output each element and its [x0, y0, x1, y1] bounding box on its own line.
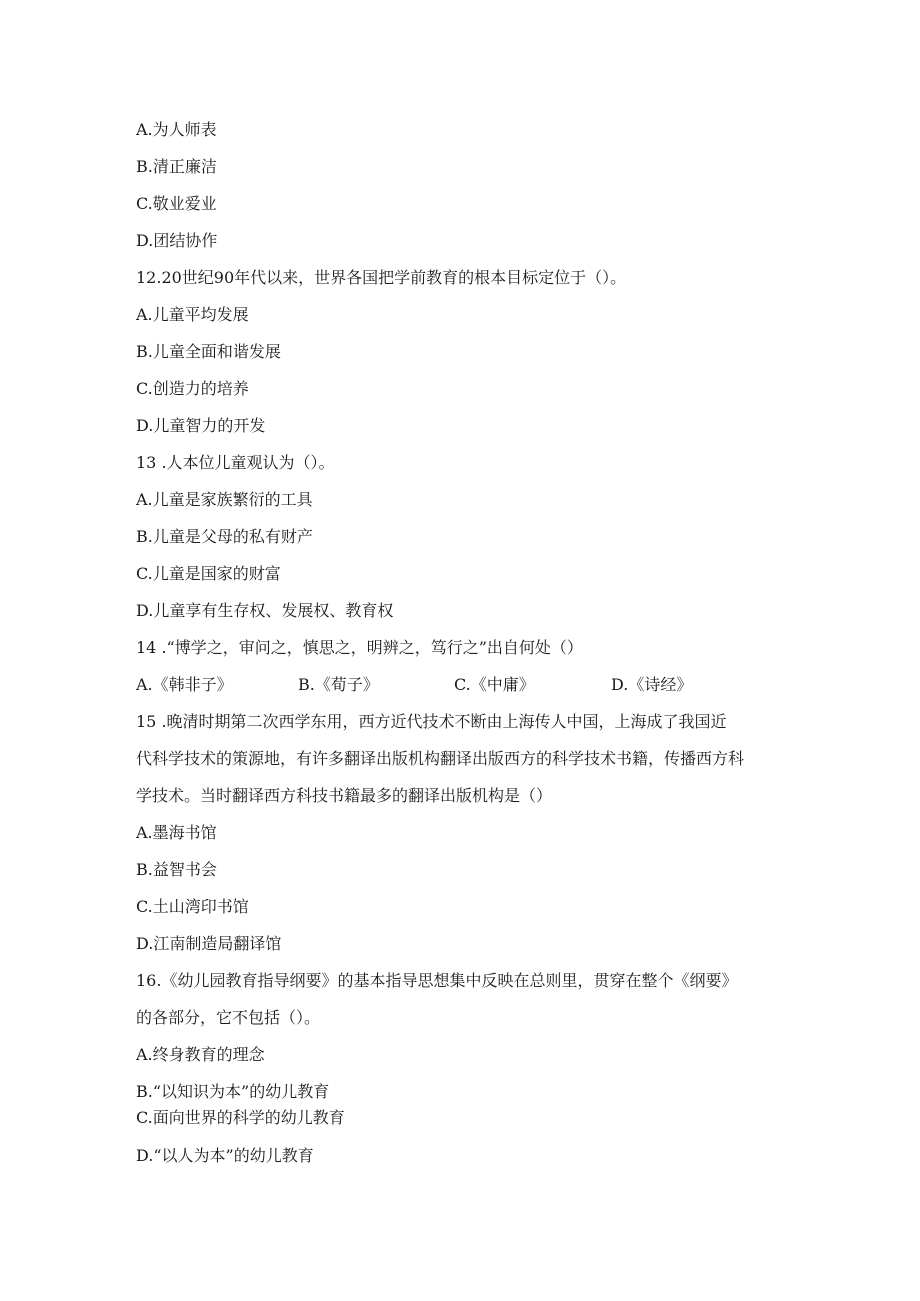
- q11-option-b: B.清正廉洁: [136, 157, 217, 176]
- q13-option-c: C.儿童是国家的财富: [136, 564, 281, 583]
- q11-option-c: C.敬业爱业: [136, 194, 217, 213]
- q14-option-d: D.《诗经》: [611, 675, 693, 694]
- q14-option-b: B.《荀子》: [298, 675, 379, 694]
- q15-stem-line-2: 代科学技术的策源地，有许多翻译出版机构翻译出版西方的科学技术书籍，传播西方科: [136, 749, 745, 768]
- q14-option-a: A.《韩非子》: [136, 675, 233, 694]
- q14-options-row: [136, 675, 796, 695]
- q15-option-c: C.土山湾印书馆: [136, 897, 249, 916]
- q16-option-b: B.“以知识为本”的幼儿教育: [136, 1082, 330, 1101]
- q16-stem-line-1: 16.《幼儿园教育指导纲要》的基本指导思想集中反映在总则里，贯穿在整个《纲要》: [136, 971, 738, 990]
- q12-option-d: D.儿童智力的开发: [136, 416, 266, 435]
- q13-option-b: B.儿童是父母的私有财产: [136, 527, 313, 546]
- q15-stem-line-1: 15 .晚清时期第二次西学东用，西方近代技术不断由上海传人中国，上海成了我国近: [136, 712, 727, 731]
- q14-option-c: C.《中庸》: [454, 675, 535, 694]
- q16-option-c: C.面向世界的科学的幼儿教育: [136, 1108, 345, 1127]
- q15-option-d: D.江南制造局翻译馆: [136, 934, 282, 953]
- q15-option-a: A.墨海书馆: [136, 823, 217, 842]
- q12-option-b: B.儿童全面和谐发展: [136, 342, 281, 361]
- q15-stem-line-3: 学技术。当时翻译西方科技书籍最多的翻译出版机构是（）: [136, 786, 553, 805]
- q13-stem: 13 .人本位儿童观认为（）。: [136, 453, 335, 472]
- q16-stem-line-2: 的各部分，它不包括（）。: [136, 1008, 321, 1027]
- q12-option-a: A.儿童平均发展: [136, 305, 249, 324]
- q11-option-a: A.为人师表: [136, 120, 217, 139]
- q13-option-d: D.儿童享有生存权、发展权、教育权: [136, 601, 394, 620]
- q12-stem: 12.20世纪90年代以来，世界各国把学前教育的根本目标定位于（）。: [136, 268, 627, 287]
- q11-option-d: D.团结协作: [136, 231, 218, 250]
- q15-option-b: B.益智书会: [136, 860, 217, 879]
- q12-option-c: C.创造力的培养: [136, 379, 249, 398]
- q14-stem: 14 .“博学之，审问之，慎思之，明辨之，笃行之”出自何处（）: [136, 638, 583, 657]
- q13-option-a: A.儿童是家族繁衍的工具: [136, 490, 313, 509]
- q16-option-d: D.“以人为本”的幼儿教育: [136, 1146, 314, 1165]
- q16-option-a: A.终身教育的理念: [136, 1045, 265, 1064]
